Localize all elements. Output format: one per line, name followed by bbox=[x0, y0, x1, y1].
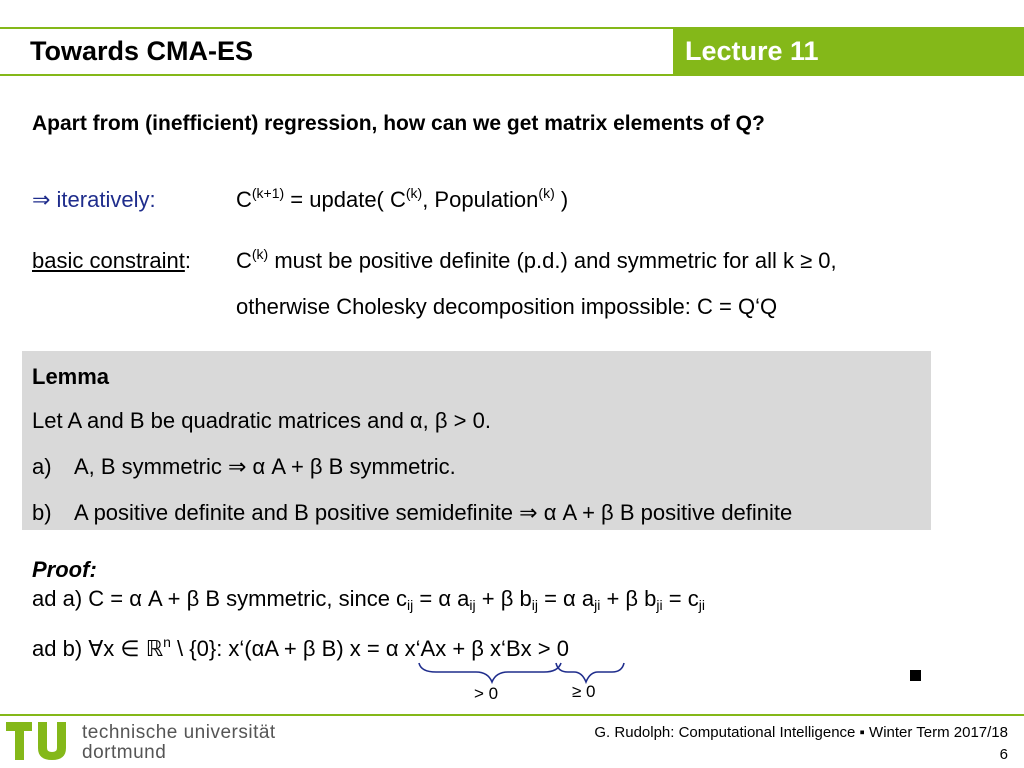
logo-line1: technische universität bbox=[82, 722, 276, 743]
lemma-b-label: b) bbox=[32, 500, 52, 525]
lemma-a-label: a) bbox=[32, 454, 52, 479]
proof-label: Proof: bbox=[32, 557, 97, 582]
iter-equation: $C^{(k+1)}$ = update( $C^{(k)}$, Population$^{(k)}$ ) bbox=[236, 185, 569, 212]
underbraces bbox=[416, 660, 636, 690]
brace1-label: > 0 bbox=[474, 684, 499, 703]
lemma-a-text: A, B symmetric ⇒ α A + β B symmetric. bbox=[74, 454, 456, 479]
proof-ad-b: ad b) ∀x ∈ ℝ$^n$ \ {0}: x‘(αA + β B) x = α x‘Ax + β x‘Bx > 0 bbox=[32, 634, 569, 661]
slide-title: Towards CMA-ES bbox=[30, 36, 254, 66]
brace2-label: ≥ 0 bbox=[572, 682, 596, 701]
constraint-label: basic constraint: bbox=[32, 248, 191, 273]
lemma-heading: Lemma bbox=[32, 364, 110, 389]
lecture-label: Lecture 11 bbox=[685, 36, 819, 66]
logo-text bbox=[82, 723, 276, 763]
qed-square bbox=[910, 670, 921, 681]
underbrace-ax bbox=[419, 663, 561, 682]
footer bbox=[594, 722, 1008, 766]
constraint-line2: otherwise Cholesky decomposition impossible: C = Q‘Q bbox=[236, 294, 778, 319]
bottom-rule bbox=[0, 714, 1024, 716]
underbrace-bx bbox=[556, 663, 624, 682]
lemma-b-text: A positive definite and B positive semidefinite ⇒ α A + β B positive definite bbox=[74, 500, 793, 525]
tu-logo-icon bbox=[6, 718, 76, 764]
footer-credit: G. Rudolph: Computational Intelligence ▪ Winter Term 2017/18 bbox=[594, 724, 1008, 741]
page-number: 6 bbox=[999, 746, 1008, 763]
iter-label: ⇒ iteratively: bbox=[32, 187, 156, 212]
question-text: Apart from (inefficient) regression, how can we get matrix elements of Q? bbox=[32, 112, 765, 135]
lemma-line1: Let A and B be quadratic matrices and α, β > 0. bbox=[32, 408, 491, 433]
logo-line2: dortmund bbox=[82, 742, 167, 763]
title-rule bbox=[0, 74, 1024, 76]
proof-ad-a: ad a) C = α A + β B symmetric, since $c_{ij} = \alpha$ $a_{ij} + \beta$ $b_{ij} = \alpha$ $a_{ji} + \beta$ $b_{ji} = c_{ji}$ bbox=[32, 586, 705, 613]
constraint-line1: $C^{(k)}$ must be positive definite (p.d.) and symmetric for all k ≥ 0, bbox=[236, 246, 837, 273]
